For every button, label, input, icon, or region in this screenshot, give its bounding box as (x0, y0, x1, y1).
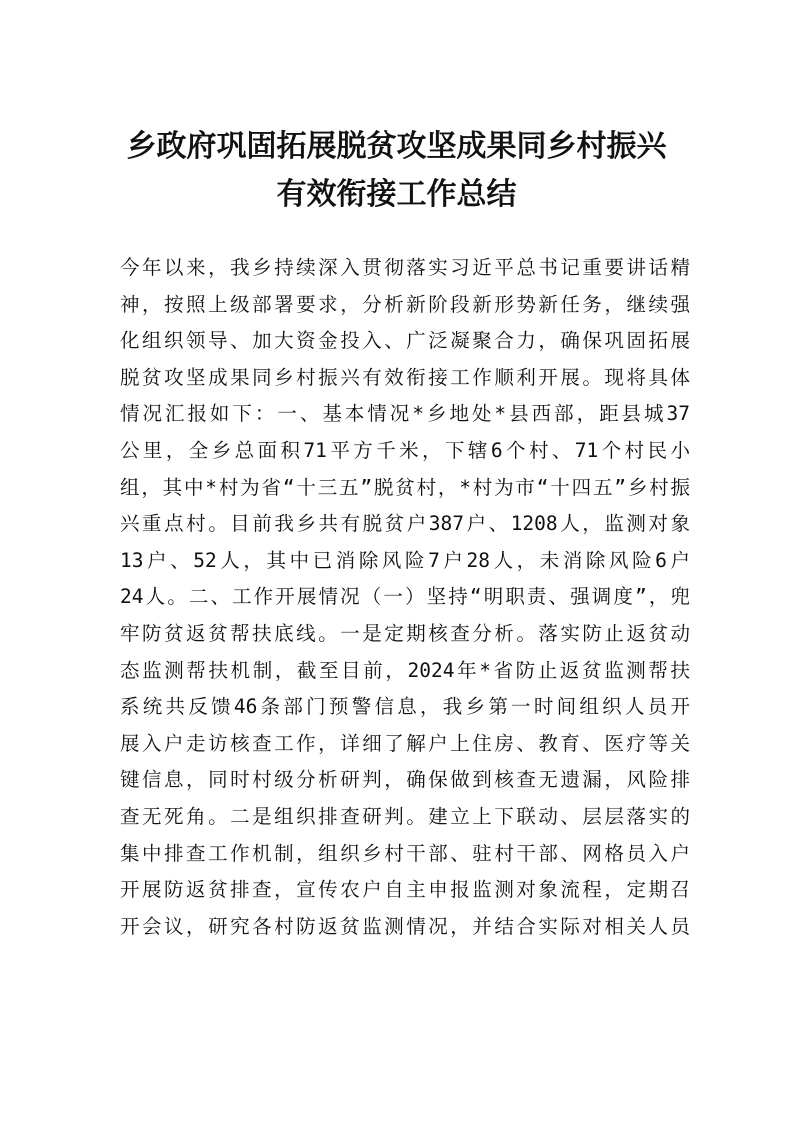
body-line: 牢防贫返贫帮扶底线。一是定期核查分析。落实防止返贫动 (120, 621, 690, 645)
body-line: 化组织领导、加大资金投入、广泛凝聚合力，确保巩固拓展 (120, 329, 690, 353)
body-line: 态监测帮扶机制，截至目前，2024年*省防止返贫监测帮扶 (120, 658, 690, 682)
body-line: 脱贫攻坚成果同乡村振兴有效衔接工作顺利开展。现将具体 (120, 365, 690, 389)
body-line: 开展防返贫排查，宣传农户自主申报监测对象流程，定期召 (120, 878, 690, 902)
body-line: 兴重点村。目前我乡共有脱贫户387户、1208人，监测对象 (120, 512, 690, 536)
body-line: 今年以来，我乡持续深入贯彻落实习近平总书记重要讲话精 (120, 256, 690, 279)
document-body (120, 250, 690, 945)
document-title-line-2: 有效衔接工作总结 (276, 177, 517, 212)
body-line: 键信息，同时村级分析研判，确保做到核查无遗漏，风险排 (120, 768, 690, 792)
body-line: 展入户走访核查工作，详细了解户上住房、教育、医疗等关 (120, 731, 690, 755)
body-line: 查无死角。二是组织排查研判。建立上下联动、层层落实的 (120, 804, 690, 828)
body-line: 情况汇报如下：一、基本情况*乡地处*县西部，距县城37 (120, 402, 690, 426)
body-line: 公里，全乡总面积71平方千米，下辖6个村、71个村民小 (120, 438, 690, 462)
document-title-line-1: 乡政府巩固拓展脱贫攻坚成果同乡村振兴 (126, 129, 667, 164)
body-line: 开会议，研究各村防返贫监测情况，并结合实际对相关人员 (120, 914, 690, 938)
body-line: 集中排查工作机制，组织乡村干部、驻村干部、网格员入户 (120, 841, 690, 865)
body-line: 组，其中*村为省“十三五”脱贫村，*村为市“十四五”乡村振 (120, 475, 690, 499)
body-line: 神，按照上级部署要求，分析新阶段新形势新任务，继续强 (120, 292, 690, 316)
body-line: 系统共反馈46条部门预警信息，我乡第一时间组织人员开 (120, 695, 690, 719)
body-line: 24人。二、工作开展情况（一）坚持“明职责、强调度”，兜 (120, 585, 690, 609)
body-line: 13户、52人，其中已消除风险7户28人，未消除风险6户 (120, 548, 690, 572)
